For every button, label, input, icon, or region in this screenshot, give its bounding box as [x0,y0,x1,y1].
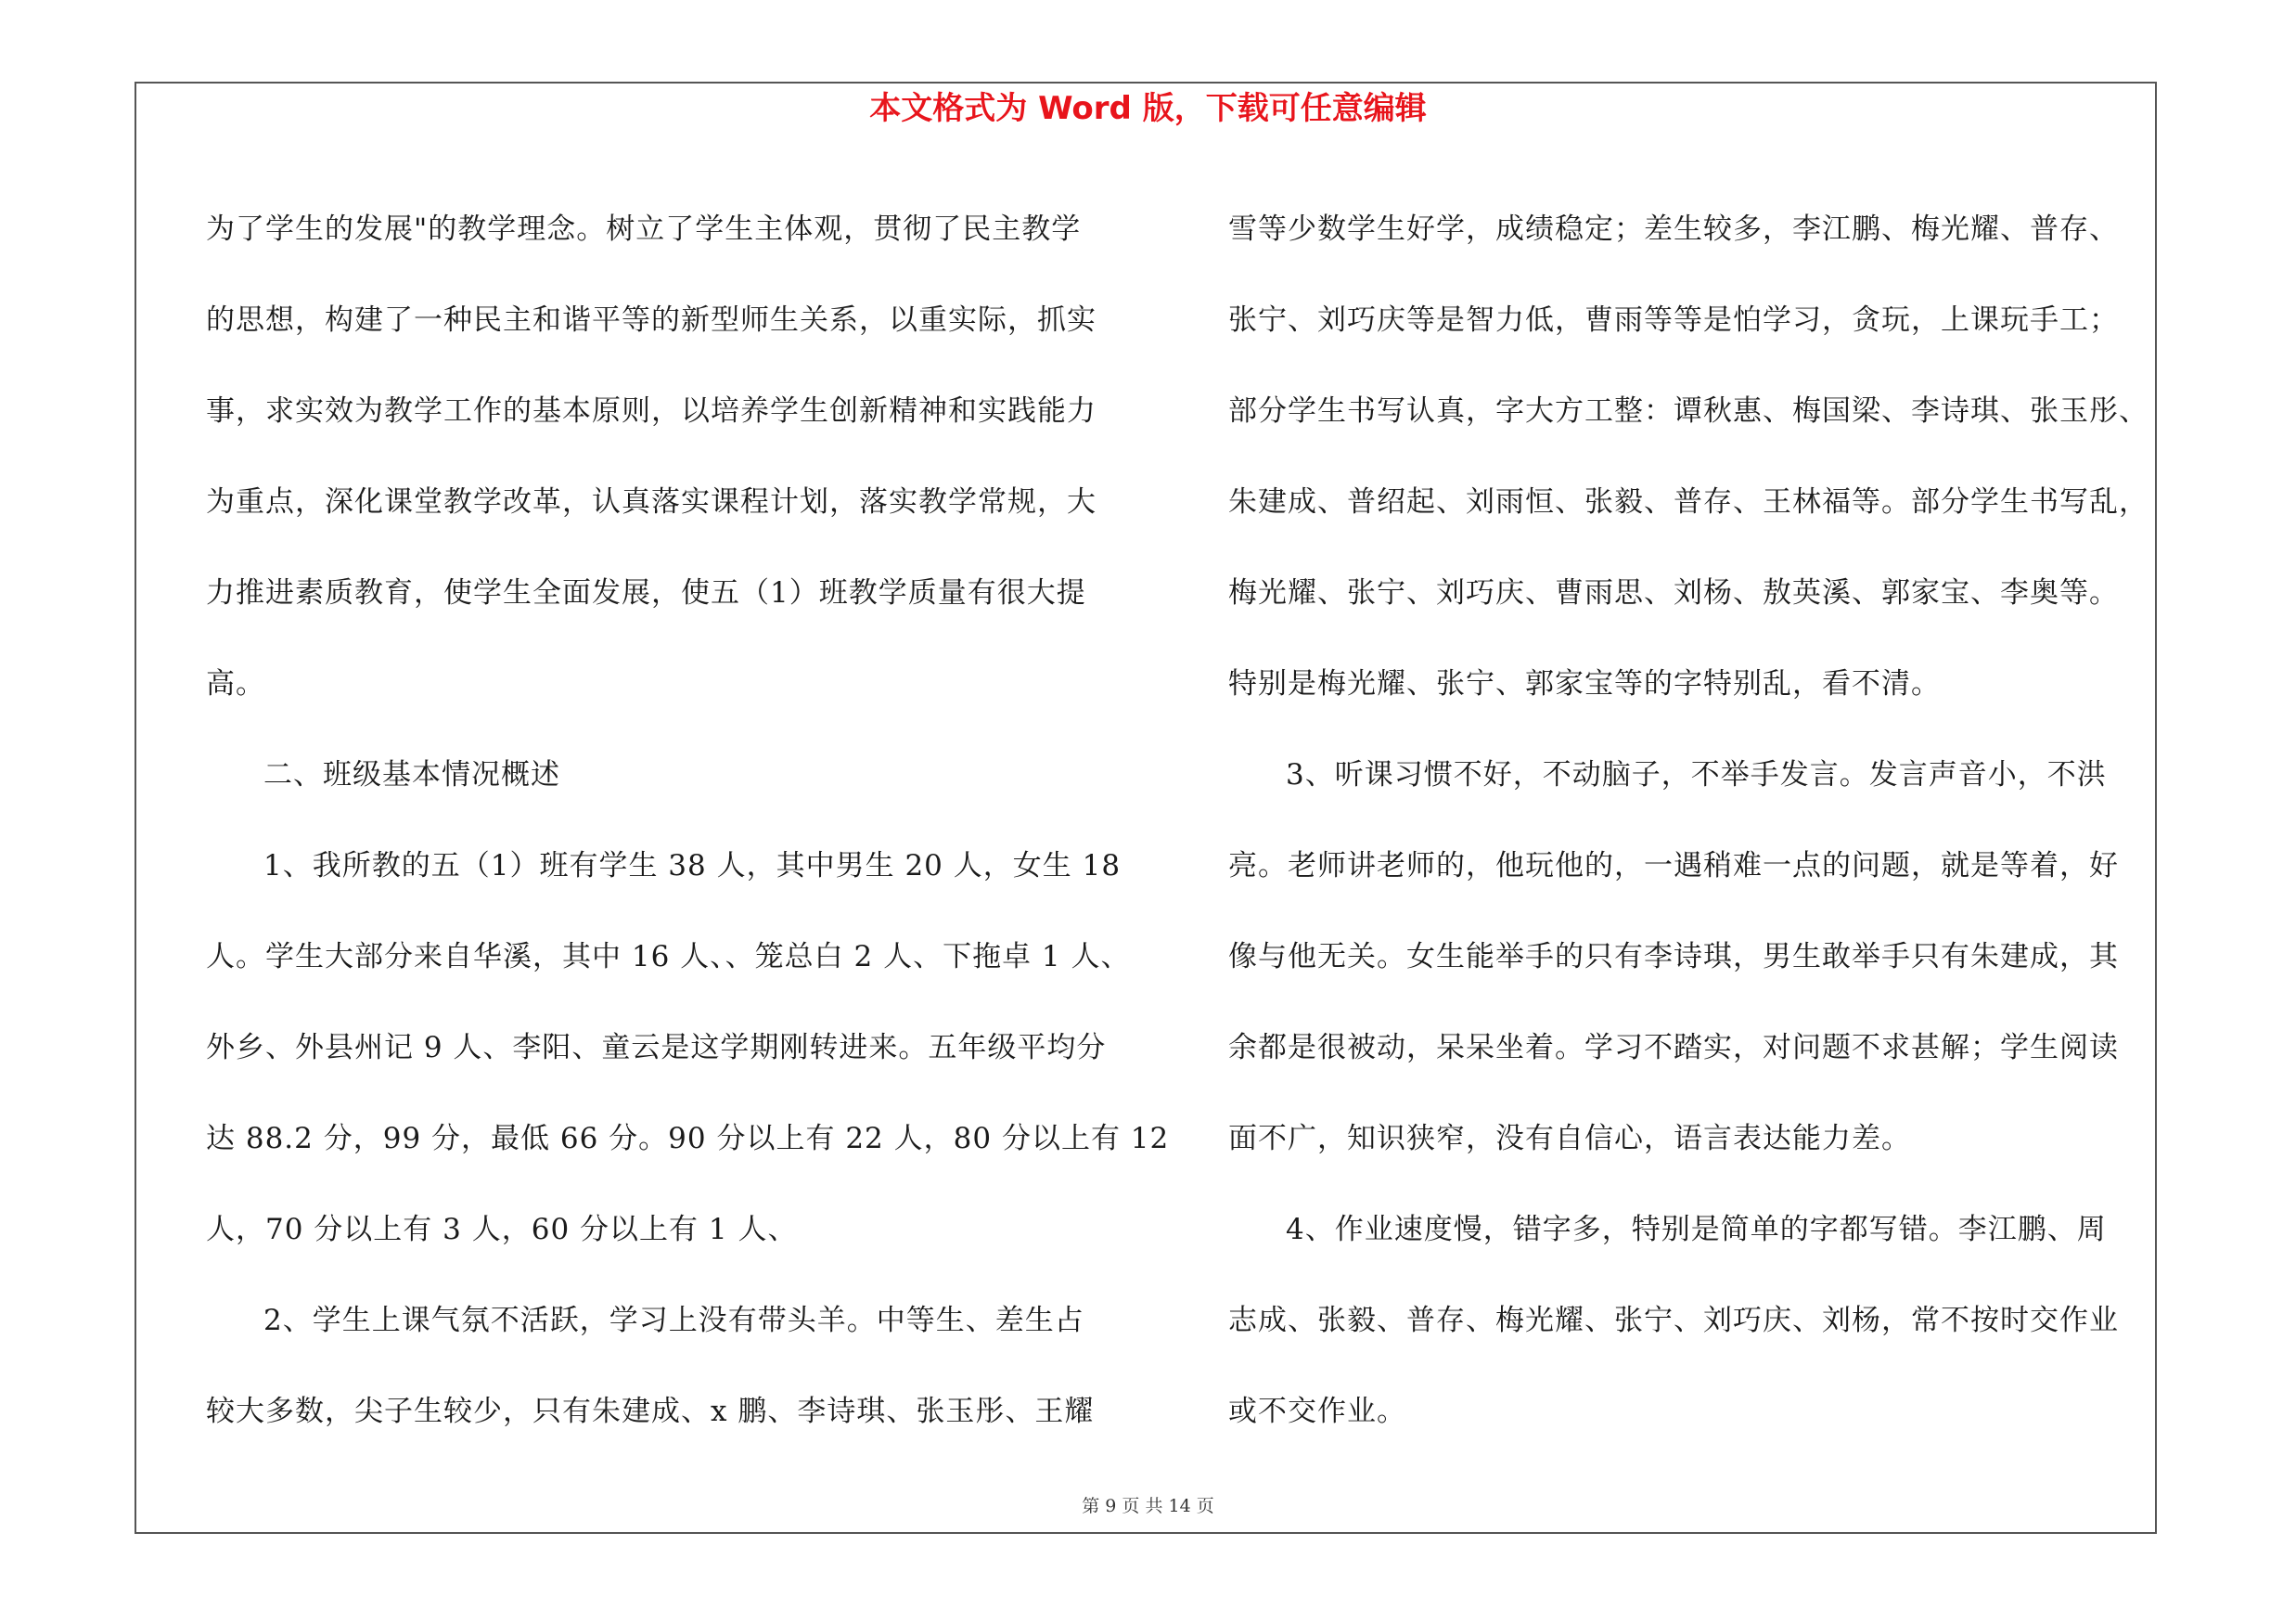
text-line: 达 88.2 分，99 分，最低 66 分。90 分以上有 22 人，80 分以上有 12 [206,1122,1170,1155]
text-line: 梅光耀、张宁、刘巧庆、曹雨思、刘杨、敖英溪、郭家宝、李奥等。 [1228,576,2119,610]
left-column [206,184,1170,1457]
text-line: 的思想，构建了一种民主和谐平等的新型师生关系，以重实际，抓实 [206,303,1097,337]
text-line: 张宁、刘巧庆等是智力低，曹雨等等是怕学习，贪玩，上课玩手工； [1228,303,2119,337]
text-line: 4、作业速度慢，错字多，特别是简单的字都写错。李江鹏、周 [1286,1213,2107,1246]
text-line: 3、听课习惯不好，不动脑子，不举手发言。发言声音小，不洪 [1286,758,2107,792]
text-line: 人，70 分以上有 3 人，60 分以上有 1 人、 [206,1213,798,1246]
text-line: 事，求实效为教学工作的基本原则，以培养学生创新精神和实践能力 [206,394,1097,428]
header-banner: 本文格式为 Word 版，下载可任意编辑 [869,90,1427,127]
text-line: 人。学生大部分来自华溪，其中 16 人、、笼总白 2 人、下拖卓 1 人、 [206,940,1131,973]
text-line: 面不广，知识狭窄，没有自信心，语言表达能力差。 [1228,1122,1911,1155]
text-line: 2、学生上课气氛不活跃，学习上没有带头羊。中等生、差生占 [263,1304,1084,1337]
right-column [1228,184,2184,1457]
text-line: 外乡、外县州记 9 人、李阳、童云是这学期刚转进来。五年级平均分 [206,1031,1107,1064]
text-line: 力推进素质教育，使学生全面发展，使五（1）班教学质量有很大提 [206,576,1086,610]
text-line: 特别是梅光耀、张宁、郭家宝等的字特别乱，看不清。 [1228,667,1941,701]
text-line: 余都是很被动，呆呆坐着。学习不踏实，对问题不求甚解；学生阅读 [1228,1031,2119,1064]
text-line: 雪等少数学生好学，成绩稳定；差生较多，李江鹏、梅光耀、普存、 [1228,213,2119,246]
text-line: 像与他无关。女生能举手的只有李诗琪，男生敢举手只有朱建成，其 [1228,940,2119,973]
text-line: 部分学生书写认真，字大方工整：谭秋惠、梅国梁、李诗琪、张玉彤、 [1228,394,2148,428]
text-line: 1、我所教的五（1）班有学生 38 人，其中男生 20 人，女生 18 [263,849,1122,882]
text-line: 为了学生的发展"的教学理念。树立了学生主体观，贯彻了民主教学 [206,213,1082,246]
text-line: 或不交作业。 [1228,1395,1406,1428]
text-line: 高。 [206,667,265,701]
text-line: 朱建成、普绍起、刘雨恒、张毅、普存、王林福等。部分学生书写乱， [1228,485,2148,519]
section-heading: 二、班级基本情况概述 [263,758,560,792]
text-line: 亮。老师讲老师的，他玩他的，一遇稍难一点的问题，就是等着，好 [1228,849,2119,882]
page-number: 第 9 页 共 14 页 [1082,1496,1214,1516]
text-line: 较大多数，尖子生较少，只有朱建成、x 鹏、李诗琪、张玉彤、王耀 [206,1395,1095,1428]
text-line: 志成、张毅、普存、梅光耀、张宁、刘巧庆、刘杨，常不按时交作业 [1228,1304,2119,1337]
text-line: 为重点，深化课堂教学改革，认真落实课程计划，落实教学常规，大 [206,485,1097,519]
